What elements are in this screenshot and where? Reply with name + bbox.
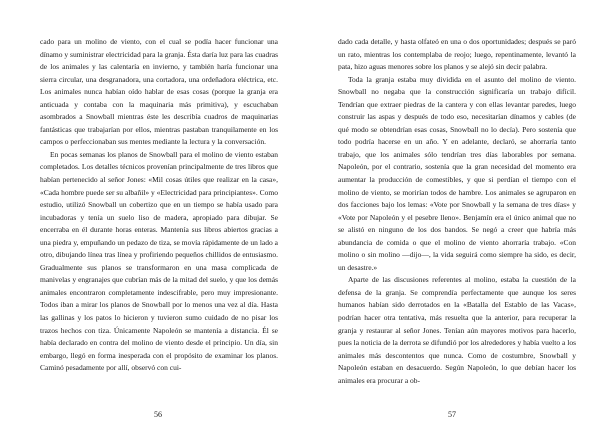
right-page-text — [338, 36, 576, 387]
paragraph: dado cada detalle, y hasta olfateó en una o dos oportunidades; después se paró un rato, mientras los contemplaba de reojo; luego, repentinamente, levantó la pata, hizo aguas menores sobre los planos y se alejó sin decir palabra. — [338, 37, 576, 72]
paragraph: cado para un molino de viento, con el cual se podía hacer funcionar una dínamo y suministrar electricidad para la granja. Ésta daría luz para las cuadras de los animales y las calentaría en invierno, y también haría funcionar una sierra circular, una desgranadora, una cortadora, una ordeñadora eléctrica, etc. Los animales nunca habían oído hablar de esas cosas (porque la granja era anticuada y contaba con la maquinaria más primitiva), y escuchaban asombrados a Snowball mientras éste les describía cuadros de maquinarias fantásticas que trabajarían por ellos, mientras pastaban tranquilamente en los campos o perfeccionaban sus mentes mediante la lectura y la conversación. — [40, 37, 278, 147]
page-number: 56 — [154, 410, 162, 419]
paragraph: Aparte de las discusiones referentes al molino, estaba la cuestión de la defensa de la granja. Se comprendía perfectamente que aunque los seres humanos habían sido derrotados en la «Batalla del Establo de las Vacas», podrían hacer otra tentativa, más resuelta que la anterior, para recuperar la granja y restaurar al señor Jones. Tenían aún mayores motivos para hacerlo, pues la noticia de la derrota se difundió por los alrededores y había vuelto a los animales más descontentos que nunca. Como de costumbre, Snowball y Napoleón estaban en desacuerdo. Según Napoleón, lo que debían hacer los animales era procurar a ob- — [338, 275, 576, 385]
left-page-text — [40, 36, 278, 375]
page-number: 57 — [448, 410, 456, 419]
paragraph: En pocas semanas los planos de Snowball para el molino de viento estaban completados. Los detalles técnicos provenían principalmente de tres libros que habían pertenecido al señor Jones: «Mil cosas útiles que realizar en la casa», «Cada hombre puede ser su albañil» y «Electricidad para principiantes». Como estudio, utilizó Snowball un cobertizo que en un tiempo se había usado para incubadoras y tenía un suelo liso de madera, apropiado para dibujar. Se encerraba en él durante horas enteras. Mantenía sus libros abiertos gracias a una piedra y, empuñando un pedazo de tiza, se movía rápidamente de un lado a otro, dibujando línea tras línea y profiriendo pequeños chillidos de entusiasmo. Gradualmente sus planos se transformaron en una masa complicada de manivelas y engranajes que cubrían más de la mitad del suelo, y que los demás animales encontraron completamente indescifrable, pero muy impresionante. Todos iban a mirar los planos de Snowball por lo menos una vez al día. Hasta las gallinas y los patos lo hicieron y tuvieron sumo cuidado de no pisar los trazos hechos con tiza. Únicamente Napoleón se mantenía a distancia. Él se había declarado en contra del molino de viento desde el principio. Un día, sin embargo, llegó en forma inesperada con el propósito de examinar los planos. Caminó pesadamente por allí, observó con cui- — [40, 149, 278, 373]
right-page — [300, 0, 600, 439]
paragraph: Toda la granja estaba muy dividida en el asunto del molino de viento. Snowball no negaba que la construcción significaría un trabajo difícil. Tendrían que extraer piedras de la cantera y con ellas levantar paredes, luego construir las aspas y después de todo eso, necesitarían dínamos y cables (de qué modo se obtendrían esas cosas, Snowball no lo decía). Pero sostenía que todo podría hacerse en un año. Y en adelante, declaró, se ahorraría tanto trabajo, que los animales sólo tendrían tres días laborables por semana. Napoleón, por el contrario, sostenía que la gran necesidad del momento era aumentar la producción de comestibles, y que si perdían el tiempo con el molino de viento, se morirían todos de hambre. Los animales se agruparon en dos facciones bajo los lemas: «Vote por Snowball y la semana de tres días» y «Vote por Napoleón y el pesebre lleno». Benjamín era el único animal que no se alistó en ninguno de los dos bandos. Se negó a creer que habría más abundancia de comida o que el molino de viento ahorraría trabajo. «Con molino o sin molino —dijo—, la vida seguirá como siempre ha sido, es decir, un desastre.» — [338, 74, 576, 272]
